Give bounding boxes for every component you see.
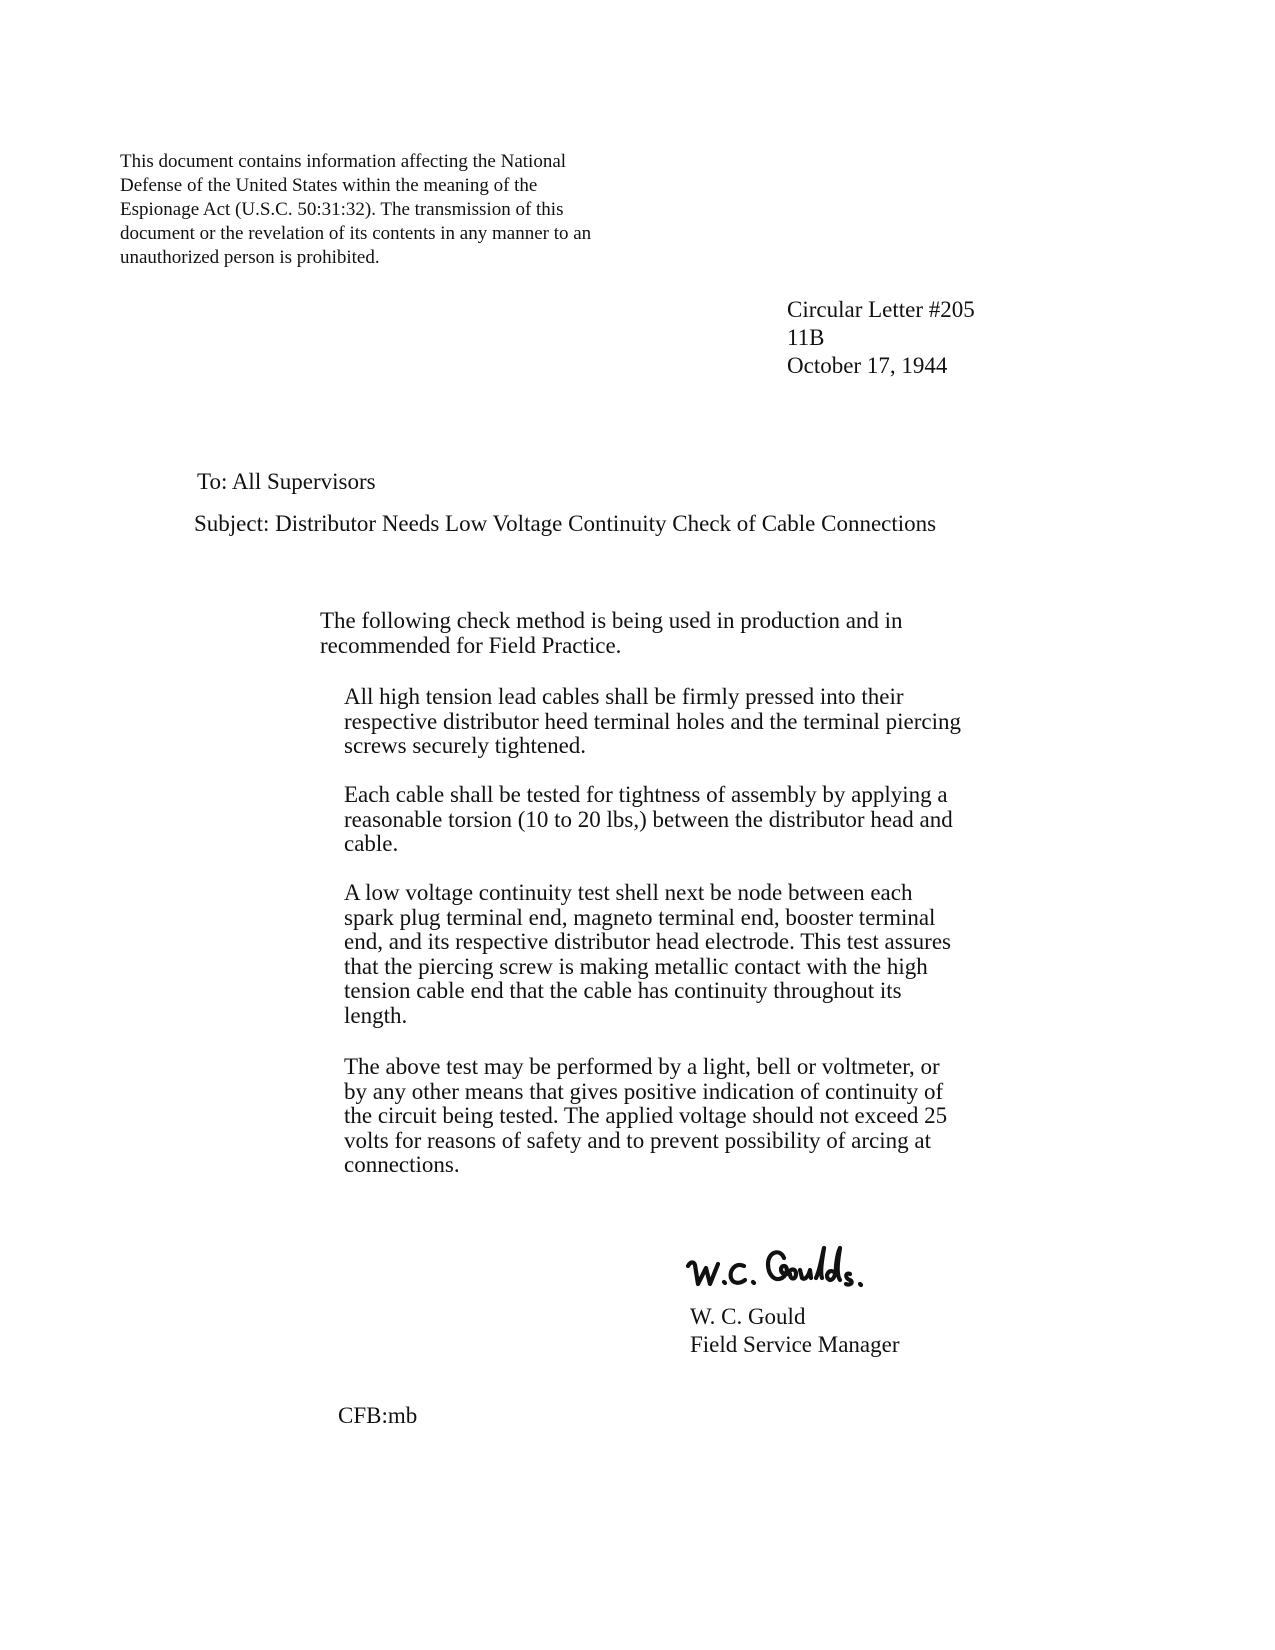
signer-name: W. C. Gould	[690, 1304, 806, 1329]
letter-meta	[787, 296, 975, 380]
circular-letter-number: Circular Letter #205	[787, 297, 975, 322]
typist-initials: CFB:mb	[338, 1403, 418, 1428]
paragraph-line: tension cable end that the cable has continuity throughout its	[344, 978, 902, 1003]
paragraph-tightness-test	[344, 783, 953, 857]
paragraph-line: The above test may be performed by a light, bell or voltmeter, or	[344, 1054, 940, 1079]
letter-date: October 17, 1944	[787, 353, 948, 378]
paragraph-line: recommended for Field Practice.	[320, 632, 622, 658]
paragraph-line: length.	[344, 1002, 408, 1028]
paragraph-line: that the piercing screw is making metallic contact with the high	[344, 953, 928, 979]
security-notice-line: Defense of the United States within the meaning of the	[120, 175, 538, 196]
paragraph-line: connections.	[344, 1152, 460, 1177]
handwritten-signature	[684, 1244, 904, 1300]
security-notice	[120, 150, 640, 270]
addressee-line: To: All Supervisors	[197, 469, 376, 494]
security-notice-line: unauthorized person is prohibited.	[120, 247, 380, 268]
paragraph-line: reasonable torsion (10 to 20 lbs,) between the distributor head and	[344, 806, 953, 832]
paragraph-line: All high tension lead cables shall be firmly pressed into their	[344, 684, 904, 709]
paragraph-line: the circuit being tested. The applied voltage should not exceed 25	[344, 1103, 948, 1128]
intro-paragraph	[320, 609, 903, 658]
paragraph-line: A low voltage continuity test shell next be node between each	[344, 880, 913, 905]
signer-title: Field Service Manager	[690, 1332, 900, 1357]
paragraph-line: volts for reasons of safety and to prevent possibility of arcing at	[344, 1127, 931, 1153]
paragraph-line: respective distributor heed terminal holes and the terminal piercing	[344, 708, 961, 734]
signer-block	[690, 1303, 899, 1359]
paragraph-cable-pressing	[344, 685, 961, 759]
security-notice-line: document or the revelation of its contents in any manner to an	[120, 223, 592, 244]
subject-line: Subject: Distributor Needs Low Voltage Continuity Check of Cable Connections	[194, 511, 937, 536]
paragraph-line: spark plug terminal end, magneto terminal end, booster terminal	[344, 904, 936, 930]
security-notice-line: This document contains information affecting the National	[120, 151, 567, 172]
paragraph-continuity-test	[344, 881, 951, 1028]
paragraph-line: by any other means that gives positive indication of continuity of	[344, 1078, 944, 1104]
paragraph-line: Each cable shall be tested for tightness of assembly by applying a	[344, 782, 948, 807]
paragraph-line: end, and its respective distributor head electrode. This test assures	[344, 929, 951, 954]
paragraph-test-method	[344, 1055, 947, 1178]
paragraph-line: The following check method is being used in production and in	[320, 608, 903, 633]
paragraph-line: screws securely tightened.	[344, 733, 587, 758]
letter-code: 11B	[787, 325, 825, 350]
security-notice-line: Espionage Act (U.S.C. 50:31:32). The transmission of this	[120, 199, 564, 220]
paragraph-line: cable.	[344, 831, 399, 856]
